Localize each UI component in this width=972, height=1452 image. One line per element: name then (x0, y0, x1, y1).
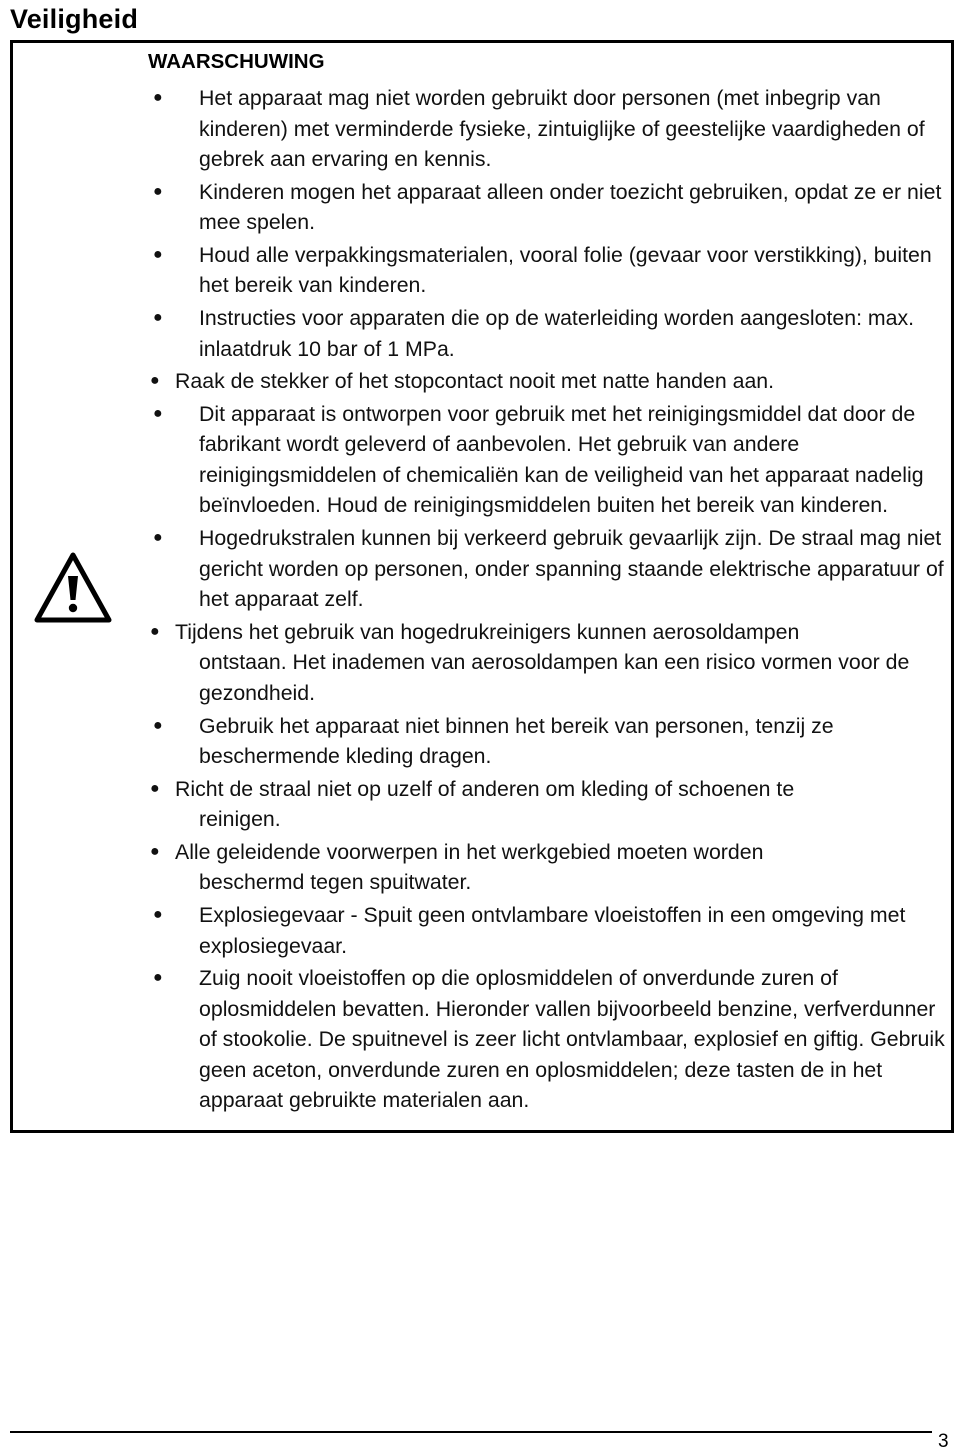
list-item: ● Hogedrukstralen kunnen bij verkeerd gebruik gevaarlijk zijn. De straal mag niet gericht worden op personen, onder spanning staande elektrische apparatuur of het apparaat zelf. (153, 526, 944, 612)
list-item: ● Richt de straal niet op uzelf of anderen om kleding of schoenen te reinigen. (150, 776, 795, 832)
list-item: ● Alle geleidende voorwerpen in het werkgebied moeten worden beschermd tegen spuitwater. (150, 839, 764, 895)
list-item: ● Tijdens het gebruik van hogedrukreinigers kunnen aerosoldampen ontstaan. Het inademen van aerosoldampen kan een risico vormen voor de gezondheid. (150, 619, 910, 705)
page-number: 3 (938, 1431, 949, 1452)
page-title: Veiligheid (10, 4, 139, 34)
list-item: ● Instructies voor apparaten die op de waterleiding worden aangesloten: max. inlaatdruk 10 bar of 1 MPa. (153, 306, 915, 361)
list-item: ● Het apparaat mag niet worden gebruikt door personen (met inbegrip van kinderen) met verminderde fysieke, zintuiglijke of geestelijke vaardigheden of gebrek aan ervaring en kennis. (153, 86, 925, 171)
list-item: ● Kinderen mogen het apparaat alleen onder toezicht gebruiken, opdat ze er niet mee spelen. (153, 179, 942, 235)
warning-box (10, 40, 954, 1133)
list-item: ● Explosiegevaar - Spuit geen ontvlambare vloeistoffen in een omgeving met explosiegevaar. (153, 903, 906, 958)
list-item: ● Gebruik het apparaat niet binnen het bereik van personen, tenzij ze beschermende kleding dragen. (153, 713, 834, 768)
warning-triangle-icon (32, 550, 114, 626)
list-item: ● Dit apparaat is ontworpen voor gebruik met het reinigingsmiddel dat door de fabrikant wordt geleverd of aanbevolen. Het gebruik van andere reinigingsmiddelen of chemicaliën kan de veiligheid van het apparaat nadelig beïnvloeden. Houd de reinigingsmiddelen buiten het bereik van kinderen. (153, 401, 924, 518)
footer-divider (10, 1431, 932, 1433)
warning-heading: WAARSCHUWING (148, 50, 325, 73)
warning-list (145, 83, 945, 1118)
list-item: ● Houd alle verpakkingsmaterialen, vooral folie (gevaar voor verstikking), buiten het bereik van kinderen. (153, 242, 932, 298)
list-item: ● Raak de stekker of het stopcontact nooit met natte handen aan. (150, 369, 775, 394)
list-item: ● Zuig nooit vloeistoffen op die oplosmiddelen of onverdunde zuren of oplosmiddelen bevatten. Hieronder vallen bijvoorbeeld benzine, verfverdunner of stookolie. De spuitnevel is zeer licht ontvlambaar, explosief en giftig. Gebruik geen aceton, onverdunde zuren en oplosmiddelen; deze tasten de in het apparaat gebruikte materialen aan. (153, 966, 945, 1113)
